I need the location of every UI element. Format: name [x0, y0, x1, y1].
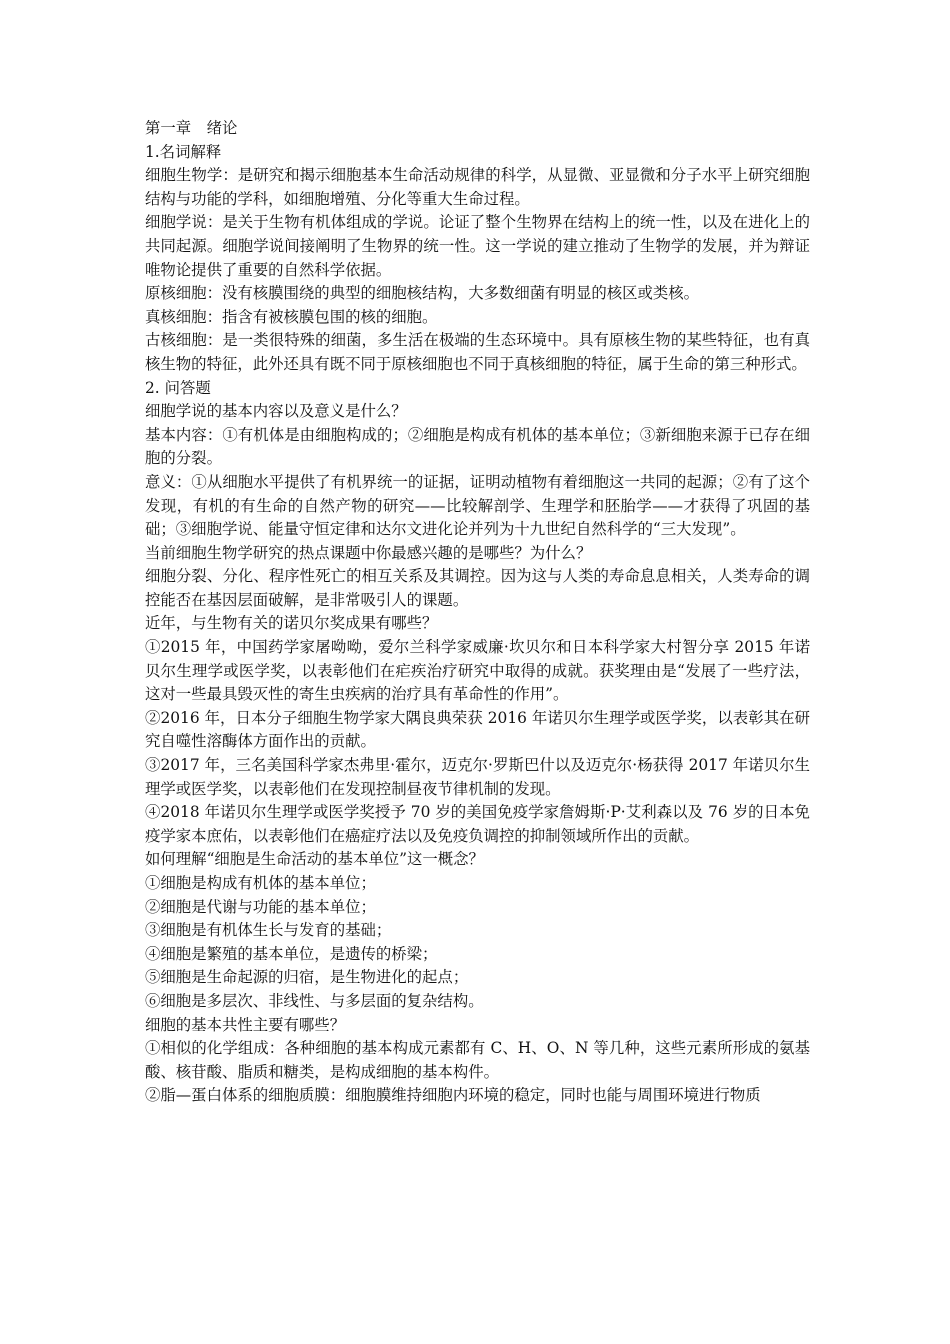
list-item: ③细胞是有机体生长与发育的基础；	[145, 921, 392, 940]
chapter-title: 第一章 绪论	[145, 119, 238, 137]
list-item: ④细胞是繁殖的基本单位，是遗传的桥梁；	[145, 944, 438, 963]
definition-cell-theory: 细胞学说：是关于生物有机体组成的学说。论证了整个生物界在结构上的统一性，以及在进化上的共同起源。细胞学说间接阐明了生物界的统一性。这一学说的建立推动了生物学的发展，并为辩证唯物论提供了重要的自然科学依据。	[145, 213, 810, 279]
question-common-features: 细胞的基本共性主要有哪些？	[145, 1015, 346, 1034]
section-heading-terms: 1.名词解释	[145, 142, 222, 161]
section-heading-qa: 2. 问答题	[145, 378, 211, 397]
answer-plasma-membrane: ②脂—蛋白体系的细胞质膜：细胞膜维持细胞内环境的稳定，同时也能与周围环境进行物质	[145, 1086, 761, 1105]
definition-eukaryotic-cell: 真核细胞：指含有被核膜包围的核的细胞。	[145, 307, 438, 326]
answer-basic-content: 基本内容：①有机体是由细胞构成的；②细胞是构成有机体的基本单位；③新细胞来源于已存在细胞的分裂。	[145, 425, 810, 468]
answer-nobel-2015: ①2015 年，中国药学家屠呦呦，爱尔兰科学家威廉·坎贝尔和日本科学家大村智分享 2015 年诺贝尔生理学或医学奖，以表彰他们在疟疾治疗研究中取得的成就。获奖理由是“发展了一些疗法，这对一些最具毁灭性的寄生虫疾病的治疗具有革命性的作用”。	[145, 638, 810, 704]
list-item: ⑥细胞是多层次、非线性、与多层面的复杂结构。	[145, 991, 484, 1010]
question-nobel: 近年，与生物有关的诺贝尔奖成果有哪些？	[145, 614, 438, 633]
question-hot-topics: 当前细胞生物学研究的热点课题中你最感兴趣的是哪些？为什么？	[145, 543, 592, 562]
answer-hot-topics: 细胞分裂、分化、程序性死亡的相互关系及其调控。因为这与人类的寿命息息相关，人类寿命的调控能否在基因层面破解，是非常吸引人的课题。	[145, 567, 810, 609]
answer-nobel-2016: ②2016 年，日本分子细胞生物学家大隅良典荣获 2016 年诺贝尔生理学或医学奖，以表彰其在研究自噬性溶酶体方面作出的贡献。	[145, 708, 810, 751]
answer-nobel-2018: ④2018 年诺贝尔生理学或医学奖授予 70 岁的美国免疫学家詹姆斯·P·艾利森以及 76 岁的日本免疫学家本庶佑，以表彰他们在癌症疗法以及免疫负调控的抑制领域所作出的贡献。	[145, 803, 810, 845]
question-cell-theory: 细胞学说的基本内容以及意义是什么？	[145, 402, 407, 421]
definition-archaea: 古核细胞：是一类很特殊的细菌，多生活在极端的生态环境中。具有原核生物的某些特征，也有真核生物的特征，此外还具有既不同于原核细胞也不同于真核细胞的特征，属于生命的第三种形式。	[145, 331, 810, 373]
answer-chemical-composition: ①相似的化学组成：各种细胞的基本构成元素都有 C、H、O、N 等几种，这些元素所形成的氨基酸、核苷酸、脂质和糖类，是构成细胞的基本构件。	[145, 1039, 810, 1081]
answer-significance: 意义：①从细胞水平提供了有机界统一的证据，证明动植物有着细胞这一共同的起源；②有了这个发现，有机的有生命的自然产物的研究——比较解剖学、生理学和胚胎学——才获得了巩固的基础；③细胞学说、能量守恒定律和达尔文进化论并列为十九世纪自然科学的“三大发现”。	[145, 472, 810, 539]
answer-nobel-2017: ③2017 年，三名美国科学家杰弗里·霍尔，迈克尔·罗斯巴什以及迈克尔·杨获得 2017 年诺贝尔生理学或医学奖，以表彰他们在发现控制昼夜节律机制的发现。	[145, 756, 810, 798]
list-item: ②细胞是代谢与功能的基本单位；	[145, 897, 376, 916]
list-item: ⑤细胞是生命起源的归宿，是生物进化的起点；	[145, 968, 469, 987]
document-page	[145, 117, 810, 1108]
definition-prokaryotic-cell: 原核细胞：没有核膜围绕的典型的细胞核结构，大多数细菌有明显的核区或类核。	[145, 284, 700, 303]
question-basic-unit: 如何理解“细胞是生命活动的基本单位”这一概念？	[145, 850, 484, 869]
list-item: ①细胞是构成有机体的基本单位；	[145, 874, 376, 892]
definition-cell-biology: 细胞生物学：是研究和揭示细胞基本生命活动规律的科学，从显微、亚显微和分子水平上研究细胞结构与功能的学科，如细胞增殖、分化等重大生命过程。	[145, 166, 810, 208]
